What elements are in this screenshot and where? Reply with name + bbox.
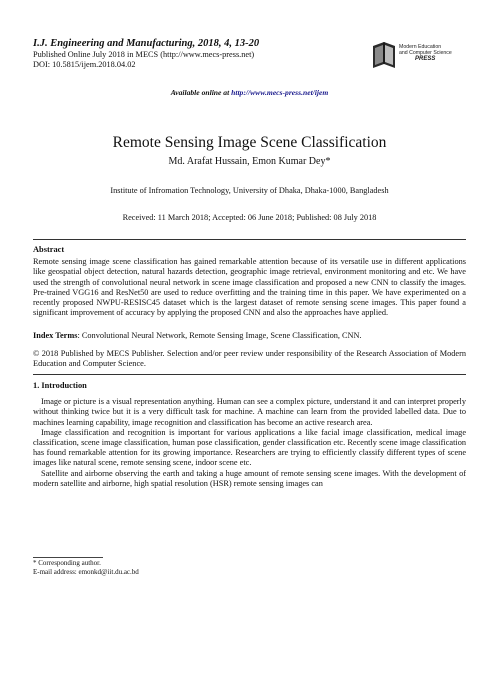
intro-paragraph-3: Satellite and airborne observing the earth and taking a huge amount of remote sensing scene images. With the development of modern satellite and airborne, high spatial resolution (HSR) remote sensing images can [33,468,466,488]
logo-line-1: Modern Education [399,44,442,50]
footnote [33,559,233,576]
paper-affiliation: Institute of Infromation Technology, University of Dhaka, Dhaka-1000, Bangladesh [110,186,389,195]
logo-press: PRESS [415,56,436,63]
book-icon [371,40,397,70]
copyright-notice: © 2018 Published by MECS Publisher. Selection and/or peer review under responsibility of the Research Association of Modern Education and Computer Science. [33,349,466,369]
index-terms-label: Index Terms [33,331,78,340]
paper-title: Remote Sensing Image Scene Classification [112,134,387,151]
publisher-logo [371,40,463,74]
journal-doi: DOI: 10.5815/ijem.2018.04.02 [33,60,136,69]
journal-title: I.J. Engineering and Manufacturing, 2018, 4, 13-20 [33,38,260,49]
divider-bottom [33,374,466,375]
intro-paragraph-1: Image or picture is a visual representation anything. Human can see a complex picture, understand it and can interpret properly without thinking twice but it is a very difficult task for machine. A machine can learn from the provided labelled data. Due to machines learning capability, image recognition and classification has become an active research area. [33,397,466,427]
available-prefix: Available online at [170,88,232,97]
logo-text [399,44,452,63]
footnote-corresponding: * Corresponding author. [33,559,101,567]
journal-header [33,38,353,70]
index-terms [33,331,466,341]
logo-line-2: and Computer Science [399,50,452,57]
footnote-rule [33,557,103,558]
abstract-heading: Abstract [33,245,65,254]
abstract-section [33,245,466,318]
footnote-email: E-mail address: emonkd@iit.du.ac.bd [33,567,139,576]
paper-dates: Received: 11 March 2018; Accepted: 06 June 2018; Published: 08 July 2018 [122,213,377,222]
divider-top [33,239,466,240]
intro-paragraph-2: Image classification and recognition is important for various applications a like facial image classification, medical image classification, scene image classification, human pose classification, gender classification etc. Recently scene image classification has found remarkable attention for its growing importance. Researchers are trying to efficiently classify different types of scene images like natural scene, remote sensing scene, indoor scene etc. [33,427,466,468]
index-terms-text: : Convolutional Neural Network, Remote Sensing Image, Scene Classification, CNN. [77,331,362,340]
abstract-text: Remote sensing image scene classification has gained remarkable attention because of its versatile use in different applications like geospatial object detection, natural hazards detection, geographic image retrieval, environment monitoring and etc. We have used the strength of convolutional neural network in scene image classification and proposed a new CNN to classify the images. Pre-trained VGG16 and ResNet50 are used to reduce overfitting and the training time in this paper. We have experimented on a recently proposed NWPU-RESISC45 dataset which is the largest dataset of remote sensing scene images. This paper found a significant improvement of accuracy by applying the proposed CNN and also the approaches have applied. [33,257,466,318]
available-online [0,88,499,97]
journal-published: Published Online July 2018 in MECS (http://www.mecs-press.net) [33,50,255,59]
paper-authors: Md. Arafat Hussain, Emon Kumar Dey* [168,156,331,167]
introduction-section [33,381,466,489]
introduction-heading: 1. Introduction [33,381,87,390]
journal-url-link[interactable]: http://www.mecs-press.net/ijem [231,88,329,97]
